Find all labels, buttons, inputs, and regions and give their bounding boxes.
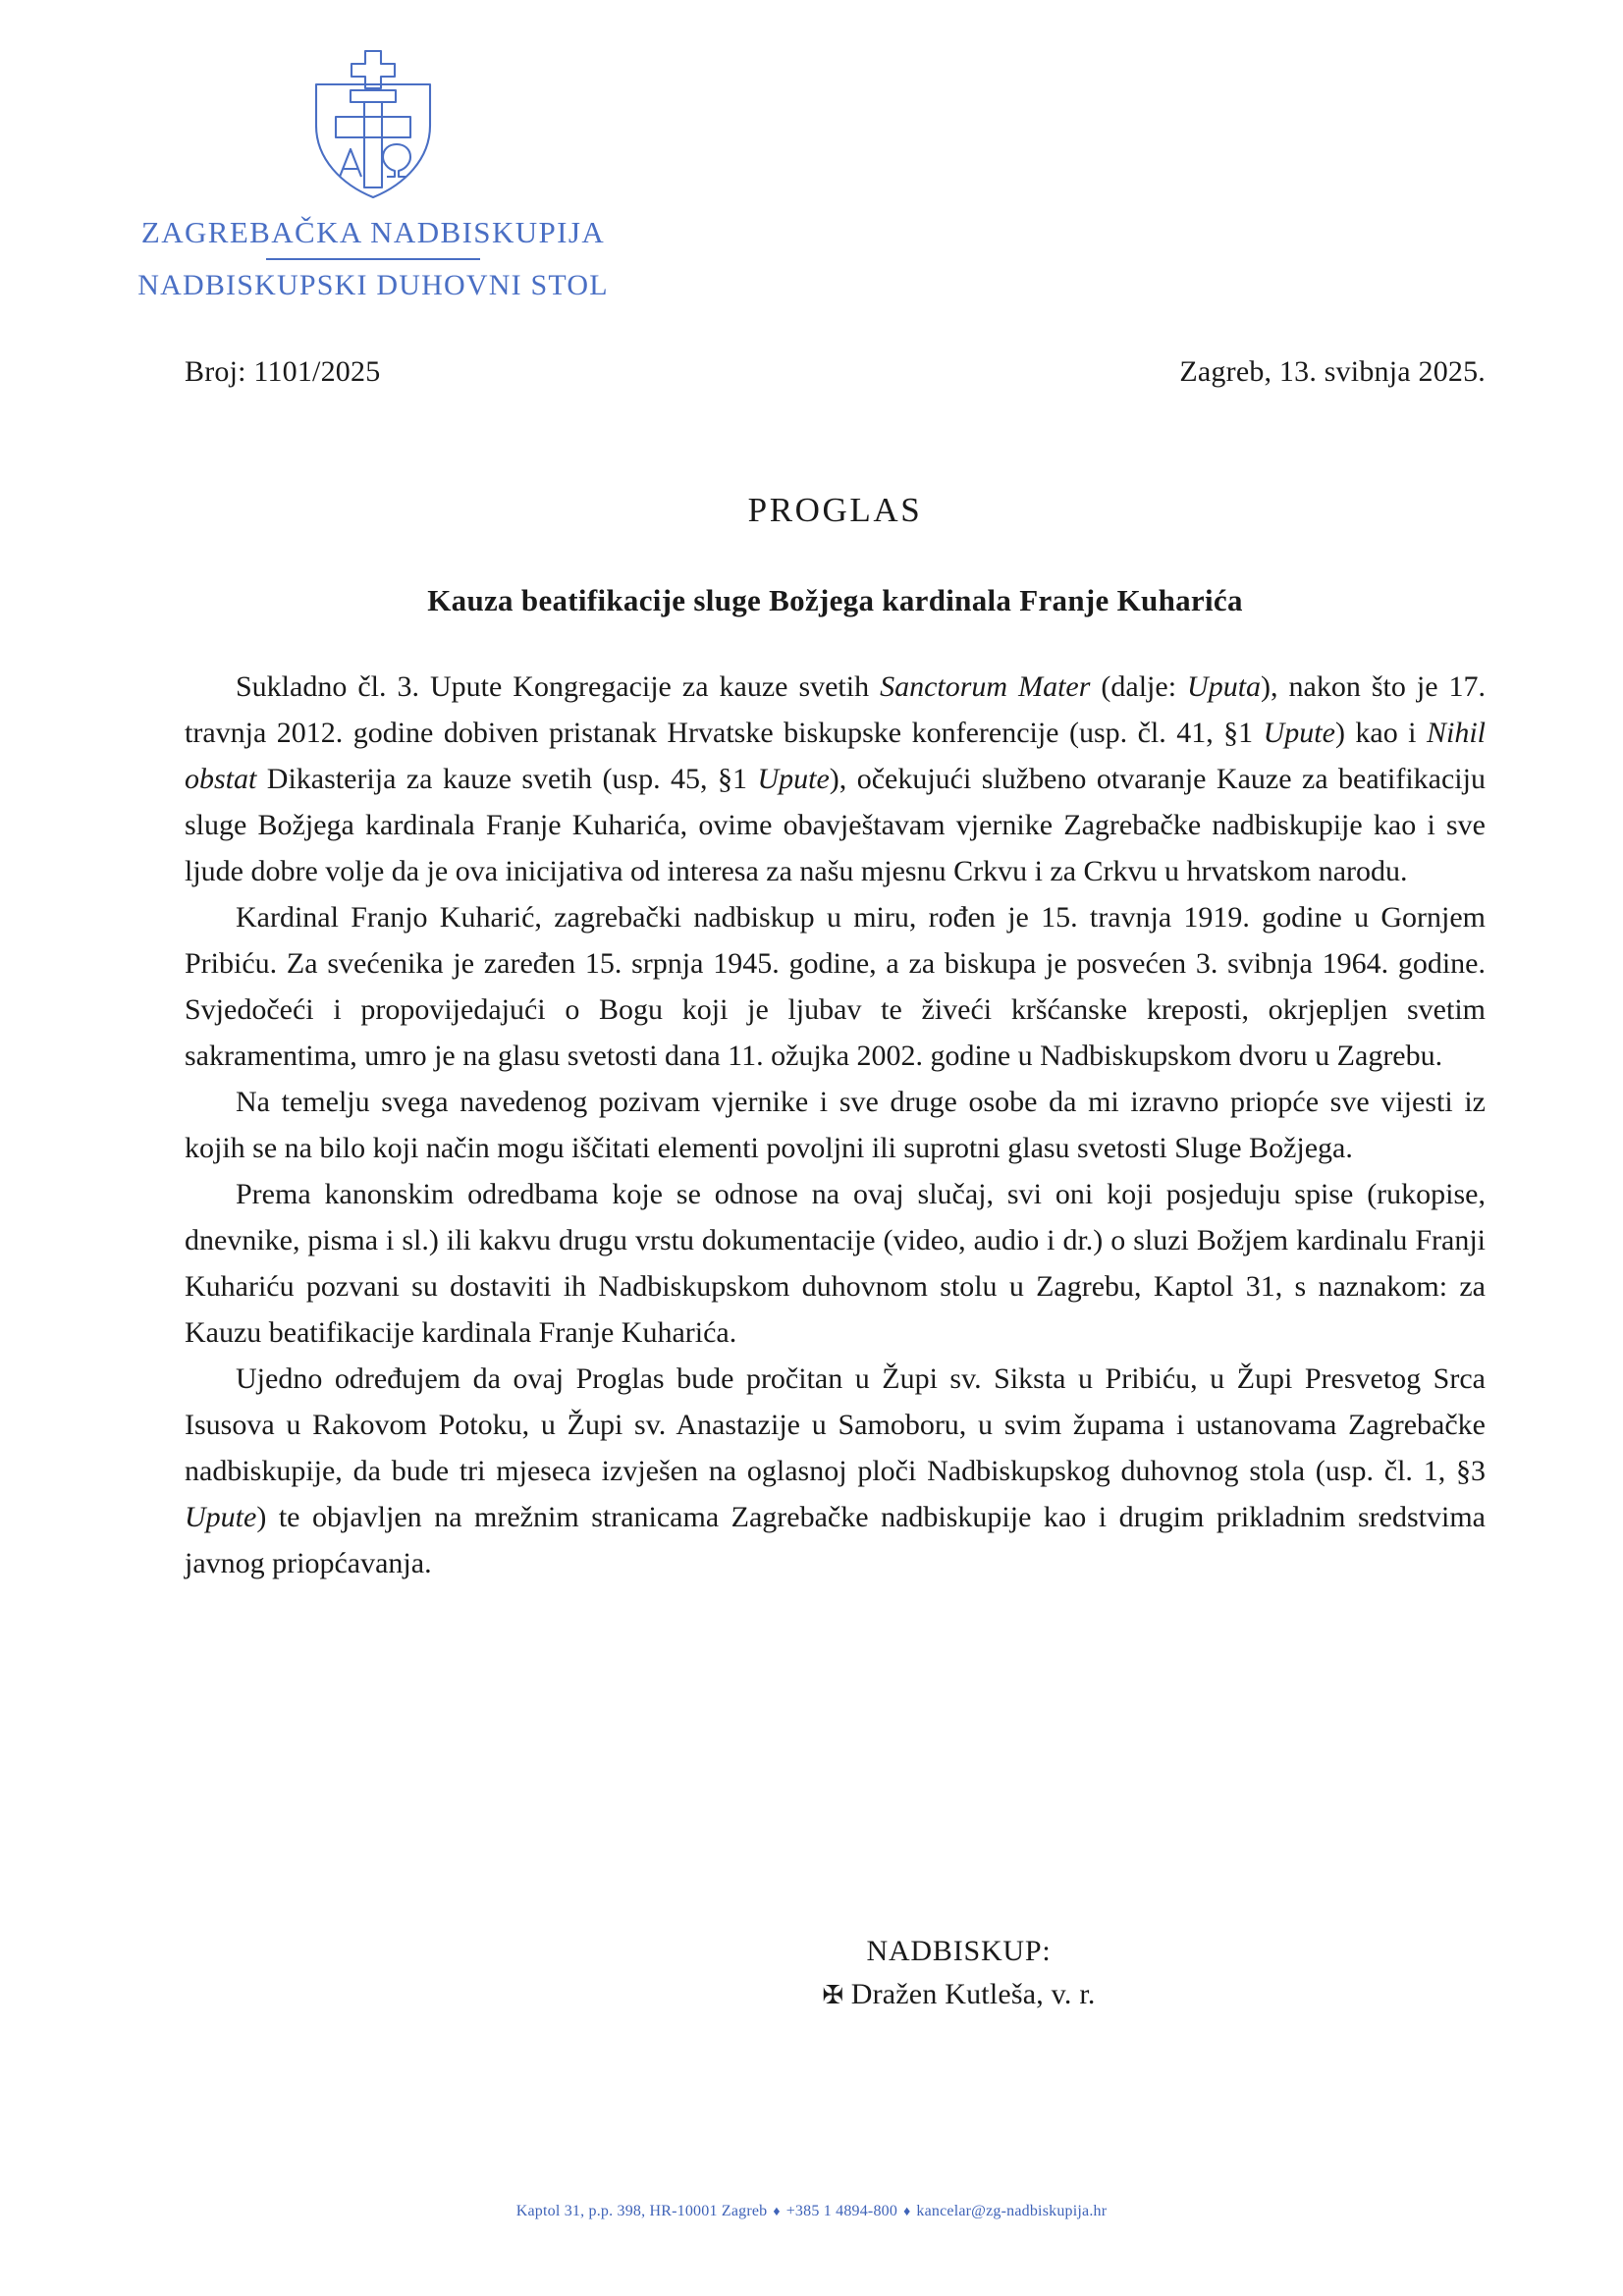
paragraph-invitation: Na temelju svega navedenog pozivam vjernike i sve druge osobe da mi izravno priopće sve vijesti iz kojih se na bilo koji način mogu iščitati elementi povoljni ili suprotni glasu svetosti Sluge Božjega. (185, 1086, 1486, 1164)
paragraph-publication-order (185, 1356, 1486, 1586)
document-body (185, 491, 1486, 1586)
text-run: Sukladno čl. 3. Upute Kongregacije za kauze svetih (236, 670, 881, 703)
signature-block (0, 1930, 1623, 2017)
paragraph-biography: Kardinal Franjo Kuharić, zagrebački nadbiskup u miru, rođen je 15. travnja 1919. godine u Gornjem Pribiću. Za svećenika je zaređen 15. srpnja 1945. godine, a za biskupa je posvećen 3. svibnja 1964. godine. Svjedočeći i propovijedajući o Bogu koji je ljubav te živeći kršćanske kreposti, okrjepljen svetim sakramentima, umro je na glasu svetosti dana 11. ožujka 2002. godine u Nadbiskupskom dvoru u Zagrebu. (185, 901, 1486, 1072)
document-subtitle: Kauza beatifikacije sluge Božjega kardinala Franje Kuharića (427, 583, 1243, 617)
italic-sanctorum-mater: Sanctorum Mater (880, 670, 1091, 703)
signature-name: Dražen Kutleša, v. r. (850, 1978, 1096, 2010)
italic-uputa: Uputa (1187, 670, 1262, 703)
text-run: ) te objavljen na mrežnim stranicama Zagrebačke nadbiskupije kao i drugim prikladnim sredstvima javnog priopćavanja. (185, 1501, 1486, 1579)
paragraph-canonical-provisions: Prema kanonskim odredbama koje se odnose na ovaj slučaj, svi oni koji posjeduju spise (rukopise, dnevnike, pisma i sl.) ili kakvu drugu vrstu dokumentacije (video, audio i dr.) o sluzi Božjem kardinalu Franji Kuhariću pozvani su dostaviti ih Nadbiskupskom duhovnom stolu u Zagrebu, Kaptol 31, s naznakom: za Kauzu beatifikacije kardinala Franje Kuharića. (185, 1178, 1486, 1349)
reference-number: Broj: 1101/2025 (185, 355, 381, 388)
letterhead-line-office: NADBISKUPSKI DUHOVNI STOL (137, 269, 609, 302)
archdiocese-coat-of-arms-icon (310, 47, 436, 202)
footer-separator-icon: ♦ (903, 2205, 911, 2219)
page-footer (0, 2203, 1623, 2220)
text-run: Dikasterija za kauze svetih (usp. 45, §1 (256, 763, 758, 795)
footer-separator-icon: ♦ (773, 2205, 781, 2219)
italic-upute-2: Upute (757, 763, 830, 795)
signature-name-line (295, 1973, 1623, 2017)
footer-email: kancelar@zg-nadbiskupija.hr (916, 2203, 1108, 2219)
reference-row (185, 355, 1486, 389)
text-run: ) kao i (1334, 717, 1427, 749)
text-run: ), nakon što je 17. travnja 2012. godine dobiven pristanak Hrvatske biskupske konferencije (usp. čl. 41, §1 (185, 670, 1487, 749)
text-run: (dalje: (1090, 670, 1188, 703)
place-and-date: Zagreb, 13. svibnja 2025. (1179, 355, 1486, 388)
signature-role: NADBISKUP: (866, 1935, 1052, 1967)
footer-address: Kaptol 31, p.p. 398, HR-10001 Zagreb (515, 2203, 768, 2219)
text-run: Ujedno određujem da ovaj Proglas bude pročitan u Župi sv. Siksta u Pribiću, u Župi Presvetog Srca Isusova u Rakovom Potoku, u Župi sv. Anastazije u Samoboru, u svim župama i ustanovama Zagrebačke nadbiskupije, da bude tri mjeseca izvješen na oglasnoj ploči Nadbiskupskog duhovnog stola (usp. čl. 1, §3 (185, 1362, 1486, 1487)
page-title: PROGLAS (747, 491, 923, 529)
paragraph-introduction (185, 664, 1486, 894)
letterhead-divider (266, 258, 480, 260)
italic-nihil-obstat: Nihil obstat (185, 717, 1486, 795)
italic-upute-1: Upute (1263, 717, 1335, 749)
text-run: ), očekujući službeno otvaranje Kauze za beatifikaciju sluge Božjega kardinala Franje Kuharića, ovime obavještavam vjernike Zagrebačke nadbiskupije kao i sve ljude dobre volje da je ova inicijativa od interesa za našu mjesnu Crkvu i za Crkvu u hrvatskom narodu. (185, 763, 1486, 887)
italic-upute-3: Upute (185, 1501, 257, 1533)
letterhead (0, 47, 746, 301)
maltese-cross-icon: ✠ (822, 1981, 844, 2009)
letterhead-line-archdiocese: ZAGREBAČKA NADBISKUPIJA (140, 215, 606, 249)
footer-phone: +385 1 4894-800 (785, 2203, 898, 2219)
